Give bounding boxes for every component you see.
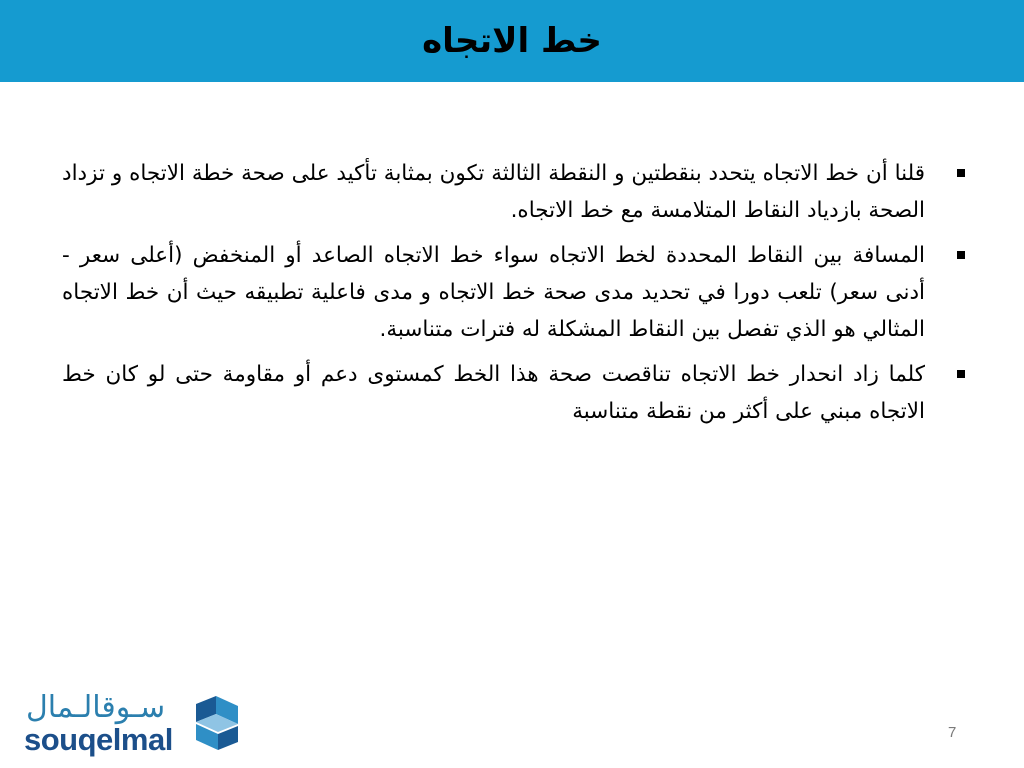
bullet-item <box>62 155 967 229</box>
page-number: 7 <box>948 724 957 741</box>
logo-cube-icon <box>192 694 242 752</box>
square-bullet-icon <box>957 370 965 378</box>
bullet-item <box>62 356 967 430</box>
logo-latin-text: souqelmal <box>24 722 173 757</box>
bullet-item <box>62 237 967 348</box>
square-bullet-icon <box>957 169 965 177</box>
bullet-text: المسافة بين النقاط المحددة لخط الاتجاه سواء خط الاتجاه الصاعد أو المنخفض (أعلى سعر - أدنى سعر) تلعب دورا في تحديد مدى صحة خط الاتجاه و مدى فاعلية تطبيقه حيث أن خط الاتجاه المثالي هو الذي تفصل بين النقاط المشكلة له فترات متناسبة. <box>62 243 925 342</box>
bullet-text: قلنا أن خط الاتجاه يتحدد بنقطتين و النقطة الثالثة تكون بمثابة تأكيد على صحة خطة الاتجاه و تزداد الصحة بازدياد النقاط المتلامسة مع خط الاتجاه. <box>62 161 925 223</box>
bullet-list <box>62 155 967 430</box>
slide-body <box>62 155 967 438</box>
slide-title: خط الاتجاه <box>422 21 602 61</box>
bullet-text: كلما زاد انحدار خط الاتجاه تناقصت صحة هذا الخط كمستوى دعم أو مقاومة حتى لو كان خط الاتجاه مبني على أكثر من نقطة متناسبة <box>62 362 925 424</box>
logo-arabic-text: سـوقالـمال <box>26 690 166 725</box>
slide-header <box>0 0 1024 82</box>
square-bullet-icon <box>957 251 965 259</box>
souqelmal-logo <box>22 690 252 764</box>
